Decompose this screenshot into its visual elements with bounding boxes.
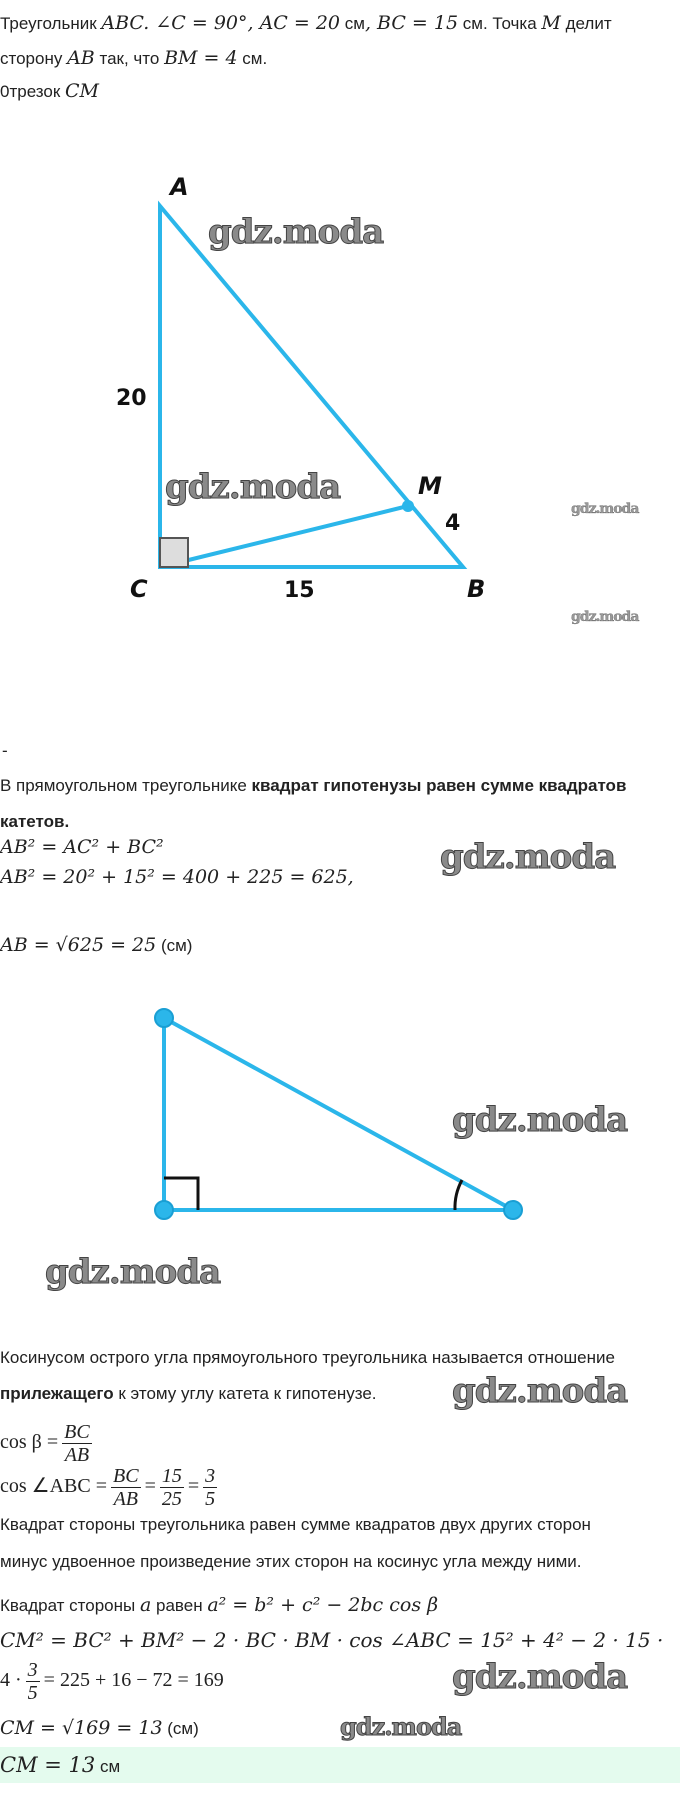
numerator: BC <box>113 1465 139 1488</box>
math: = 225 + 16 − 72 = 169 <box>43 1669 224 1691</box>
watermark: gdz.moda <box>165 467 341 507</box>
numerator: 3 <box>205 1465 216 1488</box>
formula: AB² = 20² + 15² = 400 + 225 = 625, <box>0 866 354 888</box>
math: cos ∠ABC = <box>0 1475 107 1497</box>
bold-text: квадрат гипотенузы равен сумме квадратов <box>251 776 627 795</box>
angle-arc <box>455 1180 462 1210</box>
law-text-2: минус удвоенное произведение этих сторон на косинус угла между ними. <box>0 1552 582 1571</box>
pythagoras-text-2 <box>0 811 69 833</box>
numerator: BC <box>64 1421 90 1444</box>
unit: см <box>462 14 483 33</box>
math: a <box>139 1594 152 1616</box>
watermark: gdz.moda <box>45 1252 221 1292</box>
denominator: AB <box>113 1488 138 1511</box>
fraction <box>26 1659 40 1704</box>
math: 4 · <box>0 1669 22 1691</box>
numerator: 15 <box>161 1465 182 1488</box>
label-m: M <box>418 472 442 500</box>
math: BM = 4 <box>164 47 238 69</box>
fraction <box>62 1421 92 1466</box>
watermark: gdz.moda <box>571 609 639 625</box>
cos-abc-formula <box>0 1464 221 1510</box>
vertex-point <box>155 1201 173 1219</box>
cosine-definition-2 <box>0 1383 377 1405</box>
label-bc-length: 15 <box>284 578 315 603</box>
numerator: 3 <box>27 1659 38 1682</box>
calc-line-1: CM² = BC² + BM² − 2 · BC · BM · cos ∠ABC = 15² + 4² − 2 · 15 · <box>0 1628 664 1652</box>
text: Квадрат стороны <box>0 1596 140 1615</box>
formula <box>0 934 192 957</box>
cosine-definition: Косинусом острого угла прямоугольного треугольника называется отношение <box>0 1348 615 1367</box>
label-c: C <box>130 575 148 603</box>
watermark: gdz.moda <box>452 1657 628 1697</box>
vertex-point <box>504 1201 522 1219</box>
math: AB = √625 = 25 <box>0 934 157 956</box>
law-text: Квадрат стороны треугольника равен сумме квадратов двух других сторон <box>0 1515 591 1534</box>
point-m <box>402 500 414 512</box>
watermark: gdz.moda <box>452 1371 628 1411</box>
denominator: AB <box>64 1444 90 1467</box>
math: AB <box>67 47 95 69</box>
calc-line-2 <box>0 1658 224 1704</box>
answer <box>0 1754 120 1778</box>
text: так, что <box>94 49 165 68</box>
law-text-3 <box>0 1594 438 1617</box>
bold-text: прилежащего <box>0 1384 114 1403</box>
text: равен <box>151 1596 208 1615</box>
text: делит <box>560 14 612 33</box>
label-b: B <box>467 575 486 603</box>
label-a: A <box>170 173 189 201</box>
label-bm-length: 4 <box>445 511 461 536</box>
math: a² = b² + c² − 2bc cos β <box>207 1594 439 1616</box>
triangle-abc <box>160 206 463 567</box>
watermark: gdz.moda <box>452 1100 628 1140</box>
equals: = <box>144 1475 156 1497</box>
vertex-point <box>155 1009 173 1027</box>
math: M <box>541 12 561 34</box>
denominator: 5 <box>205 1488 216 1511</box>
math: , BC = 15 <box>364 12 459 34</box>
unit: (см) <box>162 1719 199 1738</box>
fraction <box>203 1465 217 1510</box>
text: В прямоугольном треугольнике <box>0 776 252 795</box>
watermark: gdz.moda <box>340 1712 462 1741</box>
math: cos β = <box>0 1431 59 1453</box>
unit: см <box>344 14 365 33</box>
cos-beta-formula <box>0 1420 96 1466</box>
watermark: gdz.moda <box>440 837 616 877</box>
watermark: gdz.moda <box>571 501 639 517</box>
label-ac-length: 20 <box>116 386 147 411</box>
text: Треугольник <box>0 14 102 33</box>
math: ABC. ∠C = 90°, AC = 20 <box>101 12 341 34</box>
fraction <box>111 1465 141 1510</box>
fraction <box>160 1465 184 1510</box>
math: CM = √169 = 13 <box>0 1717 163 1739</box>
text: . Точка <box>482 14 542 33</box>
denominator: 25 <box>161 1488 182 1511</box>
bold-text: катетов. <box>0 812 70 831</box>
formula: AB² = AC² + BC² <box>0 836 164 858</box>
text: к этому углу катета к гипотенузе. <box>113 1384 377 1403</box>
unit: (см) <box>156 936 193 955</box>
math: CM = 13 <box>0 1753 96 1777</box>
equals: = <box>187 1475 200 1497</box>
text: 0трезок <box>0 82 65 101</box>
separator: - <box>2 741 8 760</box>
text: сторону <box>0 49 68 68</box>
math: CM <box>65 80 99 102</box>
segment-cm <box>160 506 408 567</box>
pythagoras-text <box>0 775 626 797</box>
text: см. <box>237 49 268 68</box>
right-angle-mark <box>160 538 188 567</box>
answer-box <box>0 1747 680 1783</box>
unit: см <box>95 1757 121 1776</box>
watermark: gdz.moda <box>208 212 384 252</box>
denominator: 5 <box>27 1682 38 1705</box>
calc-line-3 <box>0 1717 199 1740</box>
